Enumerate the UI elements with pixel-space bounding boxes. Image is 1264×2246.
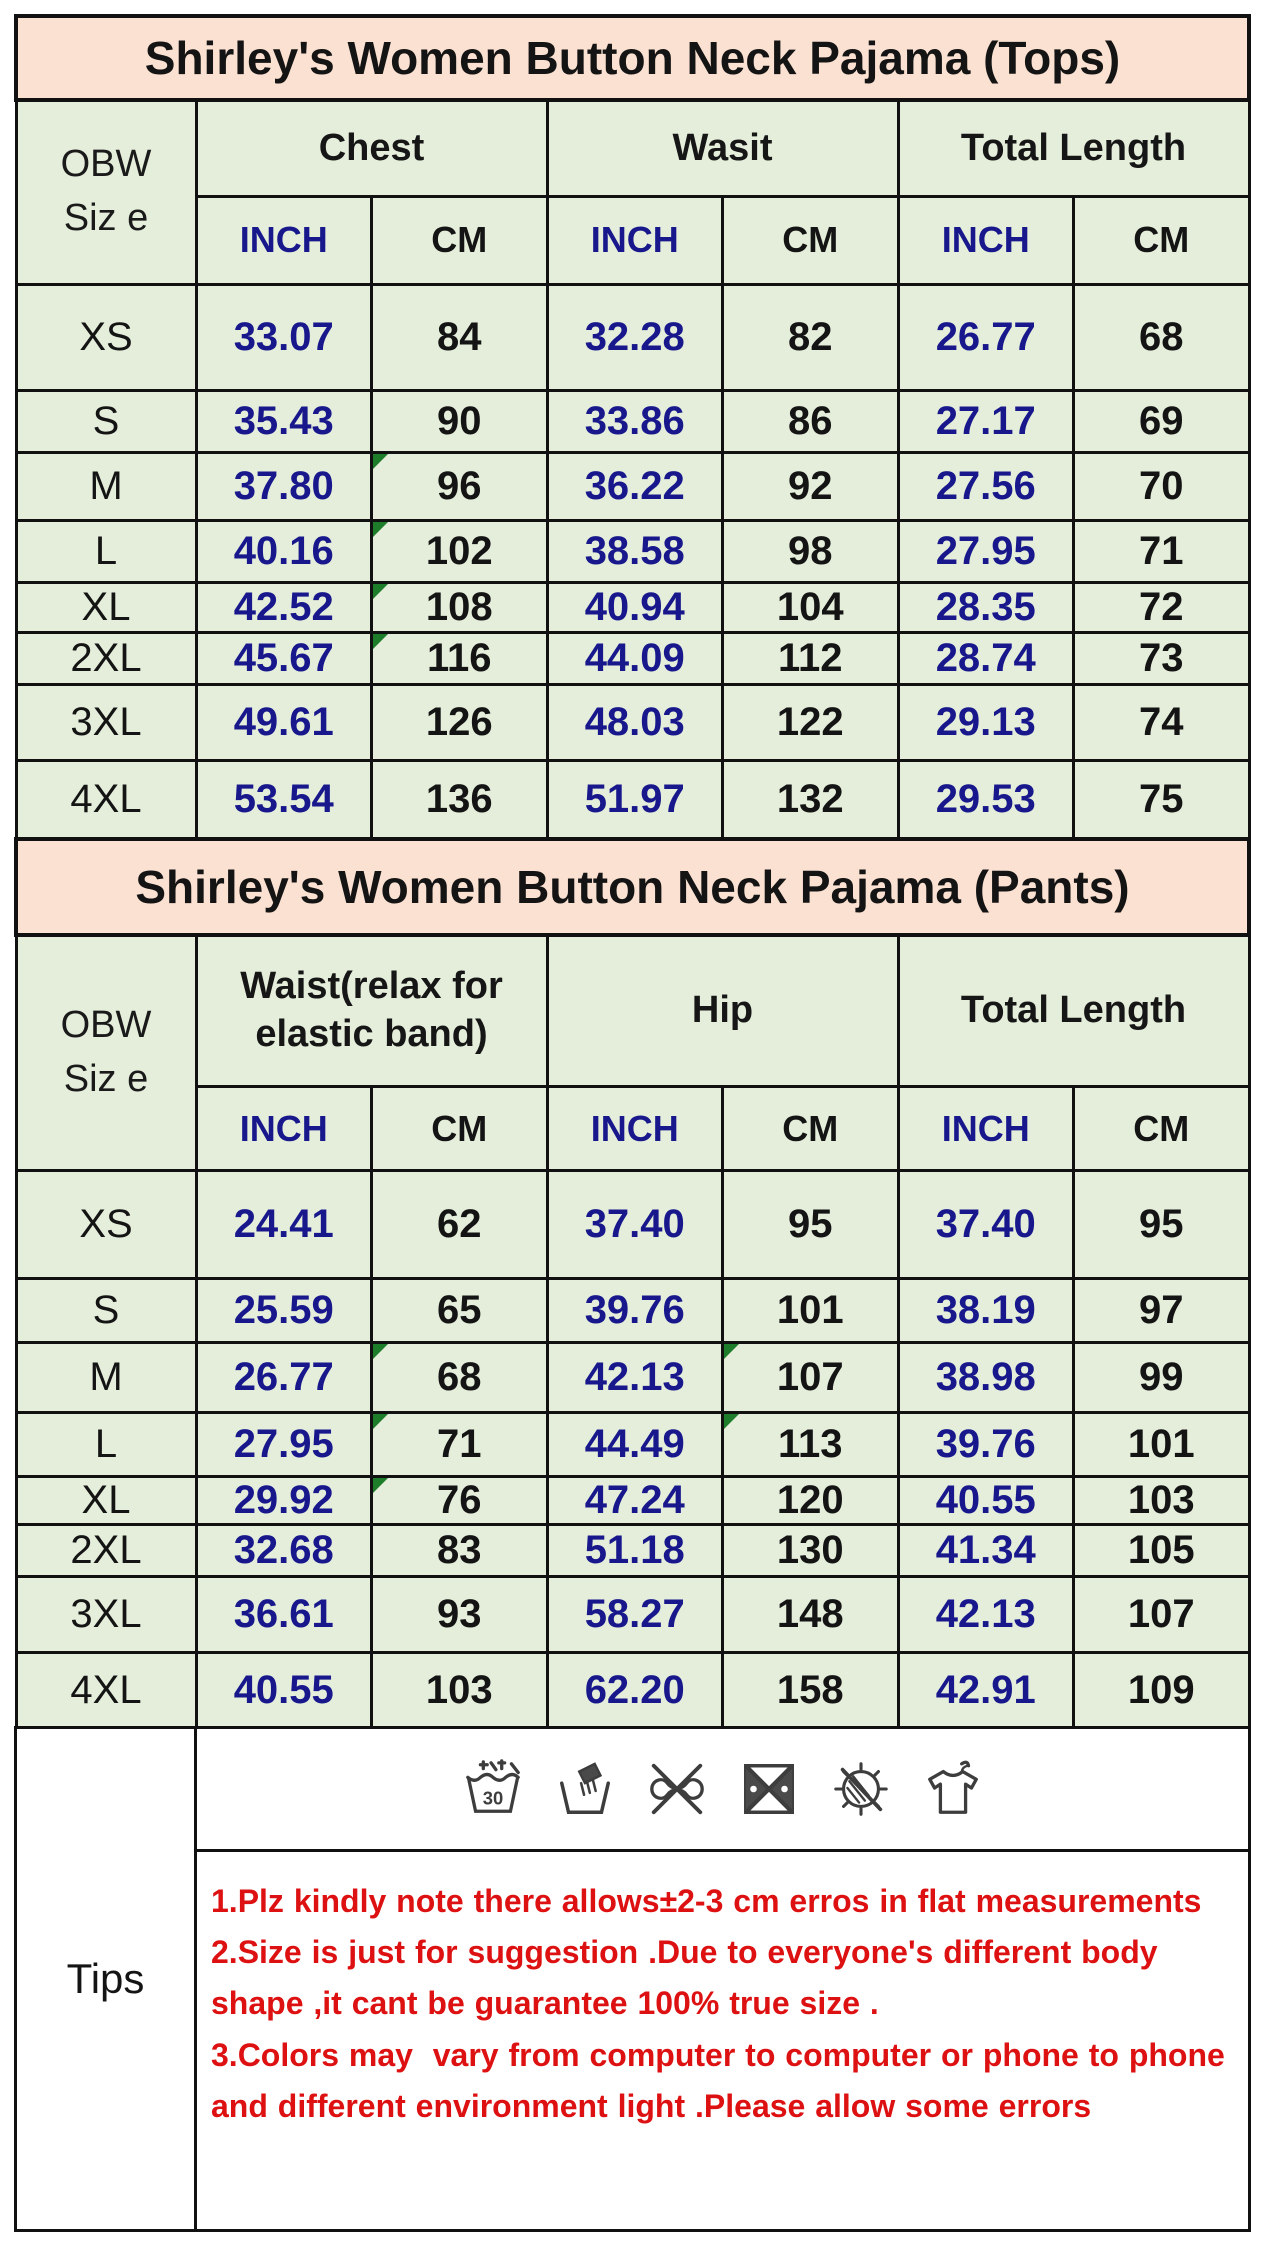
size-header-line2: Siz e (63, 1057, 149, 1100)
cm-value-cell: 82 (723, 284, 899, 390)
cm-value-cell: 158 (723, 1653, 899, 1728)
inch-value-cell: 49.61 (196, 684, 372, 760)
inch-value-cell: 40.55 (898, 1477, 1074, 1525)
cm-value-cell: 84 (372, 284, 548, 390)
table-row (16, 1525, 1249, 1577)
cm-value-cell: 97 (1074, 1279, 1250, 1343)
inch-value-cell: 45.67 (196, 632, 372, 684)
tip-note-1: 1.Plz kindly note there allows±2-3 cm erros in flat measurements (211, 1883, 1202, 1919)
size-chart-sheet (14, 14, 1251, 2232)
inch-value-cell: 29.13 (898, 684, 1074, 760)
inch-value-cell: 51.97 (547, 760, 723, 838)
cm-value-cell: 148 (723, 1577, 899, 1653)
table-row (16, 582, 1249, 632)
table-row (16, 1477, 1249, 1525)
size-header-line2: Siz e (63, 197, 149, 240)
inch-value-cell: 27.17 (898, 390, 1074, 452)
cm-value-cell: 107 (1074, 1577, 1250, 1653)
do-not-sun-dry-icon (830, 1758, 892, 1820)
cm-value-cell: 95 (1074, 1171, 1250, 1279)
hand-wash-basin-icon (554, 1758, 616, 1820)
inch-value-cell: 42.52 (196, 582, 372, 632)
inch-value-cell: 25.59 (196, 1279, 372, 1343)
tips-body (197, 1729, 1248, 2229)
tips-notes (197, 1852, 1248, 2132)
hang-dry-icon (922, 1758, 984, 1820)
inch-value-cell: 37.80 (196, 452, 372, 520)
cm-value-cell: 71 (372, 1413, 548, 1477)
inch-value-cell: 28.35 (898, 582, 1074, 632)
size-cell: L (16, 1413, 196, 1477)
inch-value-cell: 62.20 (547, 1653, 723, 1728)
cm-value-cell: 70 (1074, 452, 1250, 520)
cm-value-cell: 83 (372, 1525, 548, 1577)
size-cell: L (16, 520, 196, 582)
inch-value-cell: 29.53 (898, 760, 1074, 838)
inch-value-cell: 33.07 (196, 284, 372, 390)
unit-header-inch: INCH (898, 1087, 1074, 1171)
do-not-wring-icon (646, 1758, 708, 1820)
size-cell: M (16, 452, 196, 520)
inch-value-cell: 26.77 (898, 284, 1074, 390)
cm-value-cell: 132 (723, 760, 899, 838)
cm-value-cell: 65 (372, 1279, 548, 1343)
size-cell: XL (16, 582, 196, 632)
inch-value-cell: 42.13 (547, 1343, 723, 1413)
cm-value-cell: 99 (1074, 1343, 1250, 1413)
cm-value-cell: 104 (723, 582, 899, 632)
cm-value-cell: 122 (723, 684, 899, 760)
hand-wash-30-icon (462, 1758, 524, 1820)
table-row (16, 684, 1249, 760)
tip-note-2: 2.Size is just for suggestion .Due to everyone's different body shape ,it cant be guarantee 100% true size . (211, 1934, 1168, 2022)
table-row (16, 1343, 1249, 1413)
unit-header-inch: INCH (547, 196, 723, 284)
cm-value-cell: 90 (372, 390, 548, 452)
unit-header-inch: INCH (196, 196, 372, 284)
inch-value-cell: 27.95 (898, 520, 1074, 582)
inch-value-cell: 47.24 (547, 1477, 723, 1525)
table-row (16, 284, 1249, 390)
unit-header-cm: CM (372, 1087, 548, 1171)
size-cell: 4XL (16, 760, 196, 838)
cm-value-cell: 86 (723, 390, 899, 452)
pants-size-table (14, 837, 1251, 1730)
cm-value-cell: 108 (372, 582, 548, 632)
pants-size-column-header (16, 935, 196, 1171)
tops-group-waist: Wasit (547, 100, 898, 196)
size-cell: M (16, 1343, 196, 1413)
table-row (16, 632, 1249, 684)
unit-header-inch: INCH (898, 196, 1074, 284)
unit-header-cm: CM (372, 196, 548, 284)
cm-value-cell: 74 (1074, 684, 1250, 760)
size-cell: XS (16, 1171, 196, 1279)
cm-value-cell: 126 (372, 684, 548, 760)
cm-value-cell: 105 (1074, 1525, 1250, 1577)
table-row (16, 1413, 1249, 1477)
inch-value-cell: 37.40 (898, 1171, 1074, 1279)
inch-value-cell: 41.34 (898, 1525, 1074, 1577)
cm-value-cell: 98 (723, 520, 899, 582)
pants-table-body (16, 1171, 1249, 1728)
cm-value-cell: 96 (372, 452, 548, 520)
size-cell: XS (16, 284, 196, 390)
cm-value-cell: 102 (372, 520, 548, 582)
inch-value-cell: 40.94 (547, 582, 723, 632)
table-row (16, 1577, 1249, 1653)
inch-value-cell: 26.77 (196, 1343, 372, 1413)
inch-value-cell: 37.40 (547, 1171, 723, 1279)
cm-value-cell: 130 (723, 1525, 899, 1577)
table-row (16, 390, 1249, 452)
inch-value-cell: 38.58 (547, 520, 723, 582)
inch-value-cell: 39.76 (547, 1279, 723, 1343)
cm-value-cell: 68 (372, 1343, 548, 1413)
inch-value-cell: 44.09 (547, 632, 723, 684)
cm-value-cell: 136 (372, 760, 548, 838)
cm-value-cell: 107 (723, 1343, 899, 1413)
size-cell: 4XL (16, 1653, 196, 1728)
cm-value-cell: 116 (372, 632, 548, 684)
cm-value-cell: 92 (723, 452, 899, 520)
tops-size-table (14, 14, 1251, 840)
tops-group-chest: Chest (196, 100, 547, 196)
tops-size-column-header (16, 100, 196, 284)
inch-value-cell: 42.91 (898, 1653, 1074, 1728)
cm-value-cell: 113 (723, 1413, 899, 1477)
table-row (16, 1171, 1249, 1279)
pants-group-hip: Hip (547, 935, 898, 1087)
pants-group-waist: Waist(relax for elastic band) (196, 935, 547, 1087)
inch-value-cell: 29.92 (196, 1477, 372, 1525)
inch-value-cell: 32.28 (547, 284, 723, 390)
inch-value-cell: 39.76 (898, 1413, 1074, 1477)
inch-value-cell: 48.03 (547, 684, 723, 760)
inch-value-cell: 44.49 (547, 1413, 723, 1477)
cm-value-cell: 112 (723, 632, 899, 684)
cm-value-cell: 101 (723, 1279, 899, 1343)
cm-value-cell: 103 (1074, 1477, 1250, 1525)
inch-value-cell: 35.43 (196, 390, 372, 452)
size-cell: 3XL (16, 684, 196, 760)
size-header-line1: OBW (60, 143, 152, 186)
cm-value-cell: 69 (1074, 390, 1250, 452)
inch-value-cell: 40.55 (196, 1653, 372, 1728)
unit-header-inch: INCH (196, 1087, 372, 1171)
table-row (16, 452, 1249, 520)
tops-table-body (16, 284, 1249, 838)
size-cell: XL (16, 1477, 196, 1525)
cm-value-cell: 62 (372, 1171, 548, 1279)
cm-value-cell: 71 (1074, 520, 1250, 582)
unit-header-cm: CM (723, 1087, 899, 1171)
cm-value-cell: 95 (723, 1171, 899, 1279)
inch-value-cell: 42.13 (898, 1577, 1074, 1653)
tip-note-3: 3.Colors may vary from computer to computer or phone to phone and different environment light .Please allow some errors (211, 2036, 1235, 2124)
unit-header-cm: CM (1074, 1087, 1250, 1171)
cm-value-cell: 120 (723, 1477, 899, 1525)
cm-value-cell: 103 (372, 1653, 548, 1728)
table-row (16, 1279, 1249, 1343)
pants-group-total-length: Total Length (898, 935, 1249, 1087)
cm-value-cell: 73 (1074, 632, 1250, 684)
tips-label: Tips (17, 1729, 197, 2229)
tops-table-title: Shirley's Women Button Neck Pajama (Tops) (16, 16, 1249, 100)
cm-value-cell: 76 (372, 1477, 548, 1525)
inch-value-cell: 27.95 (196, 1413, 372, 1477)
size-header-line1: OBW (60, 1003, 152, 1046)
inch-value-cell: 33.86 (547, 390, 723, 452)
inch-value-cell: 38.19 (898, 1279, 1074, 1343)
table-row (16, 520, 1249, 582)
unit-header-cm: CM (723, 196, 899, 284)
cm-value-cell: 101 (1074, 1413, 1250, 1477)
inch-value-cell: 32.68 (196, 1525, 372, 1577)
inch-value-cell: 51.18 (547, 1525, 723, 1577)
size-cell: S (16, 1279, 196, 1343)
cm-value-cell: 68 (1074, 284, 1250, 390)
inch-value-cell: 38.98 (898, 1343, 1074, 1413)
svg-text:30: 30 (482, 1787, 503, 1809)
table-row (16, 760, 1249, 838)
cm-value-cell: 109 (1074, 1653, 1250, 1728)
size-cell: 3XL (16, 1577, 196, 1653)
inch-value-cell: 58.27 (547, 1577, 723, 1653)
size-cell: S (16, 390, 196, 452)
care-icons-row (197, 1729, 1248, 1852)
cm-value-cell: 93 (372, 1577, 548, 1653)
inch-value-cell: 27.56 (898, 452, 1074, 520)
table-row (16, 1653, 1249, 1728)
unit-header-cm: CM (1074, 196, 1250, 284)
inch-value-cell: 53.54 (196, 760, 372, 838)
inch-value-cell: 40.16 (196, 520, 372, 582)
tips-section (14, 1726, 1251, 2232)
size-cell: 2XL (16, 1525, 196, 1577)
do-not-tumble-dry-icon (738, 1758, 800, 1820)
pants-table-title: Shirley's Women Button Neck Pajama (Pants) (16, 839, 1249, 935)
inch-value-cell: 28.74 (898, 632, 1074, 684)
size-cell: 2XL (16, 632, 196, 684)
inch-value-cell: 24.41 (196, 1171, 372, 1279)
cm-value-cell: 75 (1074, 760, 1250, 838)
inch-value-cell: 36.61 (196, 1577, 372, 1653)
cm-value-cell: 72 (1074, 582, 1250, 632)
unit-header-inch: INCH (547, 1087, 723, 1171)
inch-value-cell: 36.22 (547, 452, 723, 520)
tops-group-total-length: Total Length (898, 100, 1249, 196)
